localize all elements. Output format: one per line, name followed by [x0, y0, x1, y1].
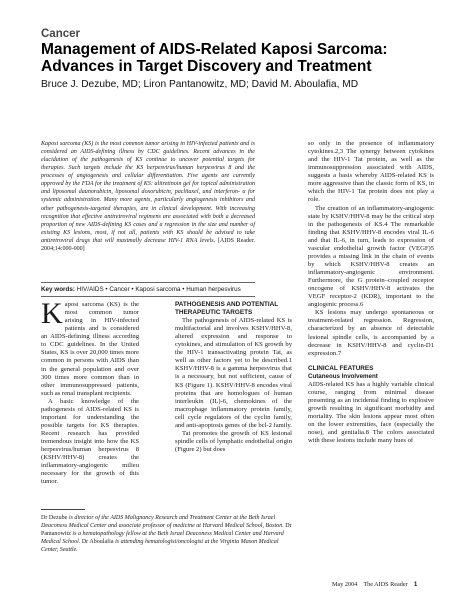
abstract-divider — [41, 282, 255, 283]
section-label: Cancer — [41, 28, 80, 40]
paragraph: The pathogenesis of AIDS-related KS is multifactorial and involves KSHV/HHV-8, altered expression and response to cytokines, and stimulation of KS growth by the HIV-1 transactivating protein Tat, as well as other factors yet to be described.1 KSHV/HHV-8 is a gamma herpesvirus that is a necessary, but not sufficient, cause of KS (Figure 1). KSHV/HHV-8 encodes viral proteins that are homologues of human interleukin (IL)-6, chemokines of the macrophage inflammatory protein family, cell cycle regulators of the cyclin family, and anti-apoptosis genes of the bcl-2 family. — [175, 317, 292, 429]
paragraph: so only in the presence of inflammatory cytokines.2,3 The synergy between cytokines and the HIV-1 Tat protein, as well as the immunosuppression associated with AIDS, suggests a basis whereby AIDS-related KS is more aggressive than the classic form of KS, in which the HIV-1 Tat protein does not play a role. — [308, 140, 434, 204]
paragraph: A basic knowledge of the pathogenesis of AIDS-related KS is important for understanding the possible targets for KS therapies. Recent research has provided tremendous insight into how the KS herpesvirus/human herpesvirus 8 (KSHV/HHV-8) creates the inflammatory-angiogenic milieu necessary for the growth of this tumor. — [41, 397, 139, 486]
column-2 — [175, 301, 292, 454]
abstract-text: Kaposi sarcoma (KS) is the most common tumor arising in HIV-infected patients and is considered an AIDS-defining illness by CDC guidelines. Recent advances in the elucidation of the pathogenesis of KS continue to uncover potential targets for therapies. Such targets include the KS herpesvirus/human herpesvirus 8 and the processes of angiogenesis and cellular differentiation. Five agents are currently approved by the FDA for the treatment of KS: alitretinoin gel for topical administration and liposomal daunorubicin, liposomal doxorubicin, paclitaxel, and interferon- α for systemic administration. Many more agents, particularly angiogenesis inhibitors and other pathogenesis-targeted therapies, are in clinical development. With increasing recognition that effective antiretroviral regimens are associated with both a decreased proportion of new AIDS-defining KS cases and a regression in the size and number of existing KS lesions, most, if not all, patients with KS should be advised to take antiretroviral drugs that will maximally decrease HIV-1 RNA levels. — [41, 141, 255, 244]
keywords — [41, 286, 255, 293]
column-1 — [41, 297, 139, 486]
paragraph: Tat promotes the growth of KS lesional spindle cells of lymphatic endothelial origin (Figure 2) but does — [175, 429, 292, 453]
heading-line: PATHOGENESIS AND POTENTIAL — [175, 301, 279, 308]
authors: Bruce J. Dezube, MD; Liron Pantanowitz, MD; David M. Aboulafia, MD — [41, 79, 359, 90]
author-footnote — [41, 514, 292, 554]
author-name: Dr Aboulafia — [81, 539, 114, 546]
author-name: Dr Dezube — [41, 515, 68, 521]
title-line-2: Advances in Target Discovery and Treatment — [41, 58, 372, 75]
paragraph: KS lesions may undergo spontaneous or treatment-related regression. Regression, characterized by an absence of detectable lesional spindle cells, is accompanied by a decrease in KSHV/HHV-8 and cyclin-D1 expression.7 — [308, 309, 434, 357]
title-line-1: Management of AIDS-Related Kaposi Sarcoma: — [41, 41, 388, 58]
page-number: 1 — [413, 581, 418, 588]
section-heading-clinical: CLINICAL FEATURES — [308, 364, 374, 372]
drop-cap: K — [41, 297, 63, 330]
footnote-divider — [41, 509, 85, 510]
keywords-list: HIV/AIDS • Cancer • Kaposi sarcoma • Human herpesvirus — [76, 286, 241, 293]
paragraph: The creation of an inflammatory-angiogenic state by KSHV/HHV-8 may be the critical step in the pathogenesis of KS.4 The remarkable finding that KSHV/HHV-8 encodes viral IL-6 and that IL-6, in turn, leads to expression of vascular endothelial growth factor (VEGF)5 provides a missing link in the chain of events by which KSHV/HHV-8 creates an inflammatory-angiogenic environment. Furthermore, the G protein–coupled receptor oncogene of KSHV/HHV-8 activates the VEGF receptor-2 (KDR), important to the angiogenic process.6 — [308, 204, 434, 309]
keywords-divider — [41, 296, 255, 297]
author-affiliation: is a hematopathology fellow at the Beth Israel Deaconess Medical Center and Harvard Medical School. — [41, 531, 284, 546]
subheading-cutaneous: Cutaneous Involvement — [308, 372, 378, 380]
author-affiliation: is attending hematologist/oncologist at the Virginia Mason Medical Center, Seattle. — [41, 539, 279, 554]
heading-line: THERAPEUTIC TARGETS — [175, 309, 253, 316]
footer-date: May 2004 — [332, 581, 358, 588]
page-footer — [332, 581, 417, 588]
column-3 — [308, 140, 434, 445]
keywords-label: Key words: — [41, 286, 75, 293]
paragraph: AIDS-related KS has a highly variable clinical course, ranging from minimal disease presenting as an incidental finding to explosive growth resulting in significant morbidity and mortality. The skin lesions appear most often on the lower extremities, face (especially the nose), and genitalia.8 The colors associated with these lesions include many hues of — [308, 380, 434, 445]
abstract-citation: [AIDS Reader. 2004;14:000-000] — [41, 237, 255, 252]
abstract — [41, 140, 255, 253]
author-name: Dr Pantanowitz — [41, 523, 292, 538]
section-heading-pathogenesis — [175, 301, 292, 317]
author-affiliation: is director of the AIDS Malignancy Research and Treatment Center at the Beth Israel Deaconess Medical Center and associate professor of medicine at Harvard Medical School, Boston. — [41, 515, 284, 530]
article-title — [41, 41, 441, 75]
intro-paragraph — [41, 297, 139, 398]
footer-journal: The AIDS Reader — [363, 581, 408, 588]
intro-text: aposi sarcoma (KS) is the most common tumor arising in HIV-infected patients and is considered an AIDS-defining illness according to CDC guidelines. In the United States, KS is over 20,000 times more common in persons with AIDS than in the general population and over 300 times more common than in other immunosuppressed patients, such as renal transplant recipients. — [41, 301, 139, 397]
